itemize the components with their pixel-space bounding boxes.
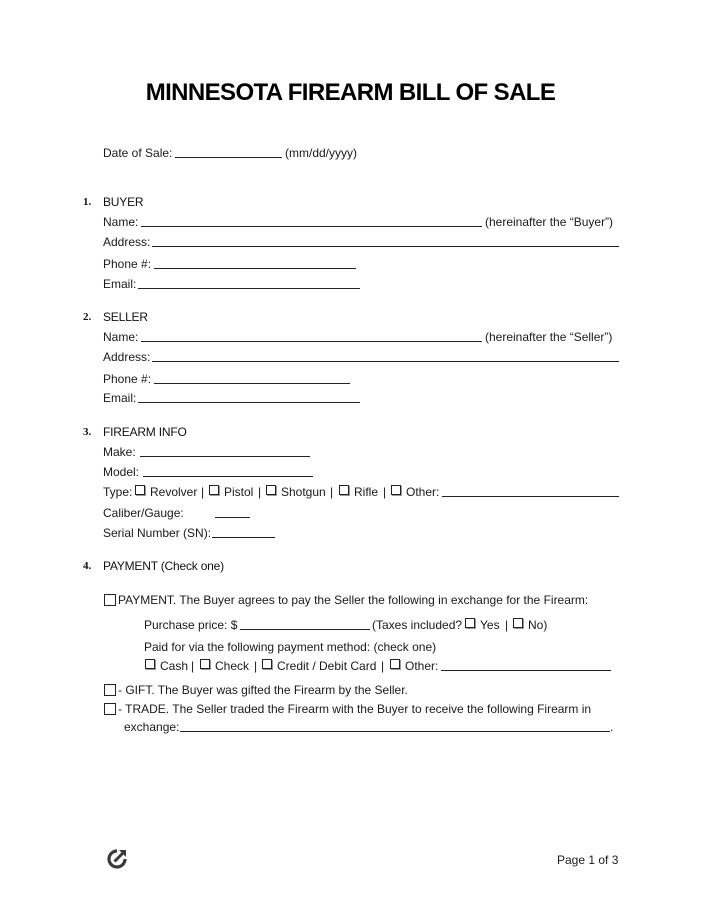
caliber-field[interactable]	[215, 517, 250, 518]
type-rifle-label: Rifle	[354, 485, 379, 499]
type-separator: |	[383, 485, 387, 499]
exchange-period: .	[610, 720, 614, 734]
section-heading-payment: PAYMENT (Check one)	[103, 559, 224, 573]
type-rifle-checkbox[interactable]	[339, 485, 349, 495]
date-of-sale-field[interactable]	[175, 157, 282, 158]
purchase-price-label: Purchase price: $	[144, 618, 238, 632]
type-separator: |	[201, 485, 205, 499]
method-separator: |	[381, 659, 385, 673]
method-other-checkbox[interactable]	[390, 659, 400, 669]
trade-option-checkbox[interactable]	[104, 703, 116, 715]
exchange-label: exchange:	[124, 720, 180, 734]
method-check-label: Check	[215, 659, 250, 673]
caliber-label: Caliber/Gauge:	[103, 506, 184, 520]
date-format-hint: (mm/dd/yyyy)	[285, 146, 357, 160]
type-other-checkbox[interactable]	[391, 485, 401, 495]
type-revolver-checkbox[interactable]	[135, 485, 145, 495]
method-check-checkbox[interactable]	[200, 659, 210, 669]
section-number-payment: 4.	[83, 560, 92, 572]
buyer-name-field[interactable]	[141, 226, 482, 227]
method-other-field[interactable]	[441, 670, 611, 671]
type-pistol-checkbox[interactable]	[209, 485, 219, 495]
type-other-field[interactable]	[442, 496, 619, 497]
seller-address-field[interactable]	[152, 361, 619, 362]
method-cash-checkbox[interactable]	[145, 659, 155, 669]
seller-email-label: Email:	[103, 391, 137, 405]
gift-option-label: - GIFT. The Buyer was gifted the Firearm by the Seller.	[118, 683, 408, 697]
date-of-sale-label: Date of Sale:	[103, 146, 173, 160]
seller-name-label: Name:	[103, 330, 139, 344]
payment-method-label: Paid for via the following payment method: (check one)	[144, 640, 437, 654]
buyer-email-field[interactable]	[138, 288, 360, 289]
taxes-yes-checkbox[interactable]	[465, 618, 475, 628]
type-shotgun-label: Shotgun	[281, 485, 326, 499]
type-other-label: Other:	[406, 485, 440, 499]
buyer-phone-label: Phone #:	[103, 257, 152, 271]
gift-option-checkbox[interactable]	[104, 684, 116, 696]
seller-name-field[interactable]	[141, 341, 482, 342]
method-card-checkbox[interactable]	[262, 659, 272, 669]
taxes-no-checkbox[interactable]	[513, 618, 523, 628]
exchange-field[interactable]	[180, 731, 610, 732]
firearm-type-label: Type:	[103, 485, 133, 499]
taxes-no-label: No)	[528, 618, 548, 632]
buyer-phone-field[interactable]	[154, 268, 356, 269]
taxes-separator: |	[505, 618, 509, 632]
method-separator: |	[254, 659, 258, 673]
buyer-email-label: Email:	[103, 277, 137, 291]
method-other-label: Other:	[405, 659, 439, 673]
type-shotgun-checkbox[interactable]	[266, 485, 276, 495]
type-pistol-label: Pistol	[224, 485, 254, 499]
seller-name-suffix: (hereinafter the “Seller”)	[485, 330, 613, 344]
buyer-name-label: Name:	[103, 215, 139, 229]
section-number-buyer: 1.	[83, 196, 92, 208]
section-number-firearm: 3.	[83, 426, 92, 438]
method-cash-label: Cash	[160, 659, 189, 673]
method-card-label: Credit / Debit Card	[277, 659, 377, 673]
payment-option-label: PAYMENT. The Buyer agrees to pay the Seller the following in exchange for the Firearm:	[118, 593, 589, 607]
taxes-yes-label: Yes	[480, 618, 500, 632]
seller-phone-label: Phone #:	[103, 372, 152, 386]
section-heading-buyer: BUYER	[103, 195, 144, 209]
section-number-seller: 2.	[83, 311, 92, 323]
section-heading-seller: SELLER	[103, 310, 148, 324]
payment-option-checkbox[interactable]	[104, 594, 116, 606]
buyer-address-field[interactable]	[152, 246, 619, 247]
section-heading-firearm: FIREARM INFO	[103, 425, 187, 439]
seller-phone-field[interactable]	[154, 383, 350, 384]
trade-option-label: - TRADE. The Seller traded the Firearm with the Buyer to receive the following Firearm in	[118, 702, 592, 716]
firearm-model-label: Model:	[103, 465, 140, 479]
purchase-price-field[interactable]	[240, 629, 370, 630]
seller-address-label: Address:	[103, 350, 151, 364]
firearm-make-field[interactable]	[140, 456, 310, 457]
firearm-model-field[interactable]	[143, 476, 313, 477]
type-revolver-label: Revolver	[150, 485, 198, 499]
type-separator: |	[330, 485, 334, 499]
buyer-name-suffix: (hereinafter the “Buyer”)	[485, 215, 614, 229]
seller-email-field[interactable]	[138, 402, 360, 403]
type-separator: |	[258, 485, 262, 499]
page-number: Page 1 of 3	[557, 853, 619, 867]
firearm-make-label: Make:	[103, 445, 136, 459]
method-separator: |	[191, 659, 195, 673]
serial-number-label: Serial Number (SN):	[103, 526, 212, 540]
buyer-address-label: Address:	[103, 235, 151, 249]
serial-number-field[interactable]	[212, 537, 275, 538]
taxes-included-label: (Taxes included?	[372, 618, 463, 632]
refresh-arrow-icon	[106, 848, 128, 870]
page-title: MINNESOTA FIREARM BILL OF SALE	[145, 79, 556, 106]
